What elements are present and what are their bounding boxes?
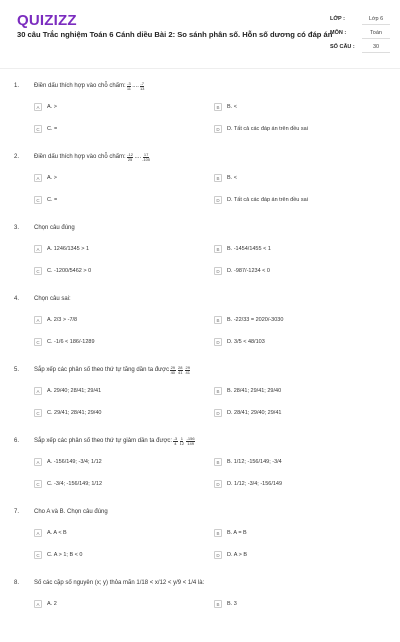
option-letter-badge: C bbox=[34, 409, 42, 417]
option-text: B. 28/41; 29/41; 29/40 bbox=[227, 388, 282, 394]
question-text: Cho A và B. Chọn câu đúng bbox=[34, 509, 108, 515]
fraction bbox=[178, 366, 183, 375]
option-text: B. A = B bbox=[227, 530, 247, 536]
answer-option-b[interactable] bbox=[214, 103, 394, 111]
worksheet-header bbox=[0, 0, 400, 68]
question-item bbox=[0, 358, 400, 429]
option-letter-badge: C bbox=[34, 125, 42, 133]
worksheet-meta bbox=[330, 12, 390, 54]
question-line bbox=[14, 80, 145, 92]
question-line bbox=[14, 435, 196, 447]
answer-option-a[interactable] bbox=[34, 458, 214, 466]
option-letter-badge: D bbox=[214, 196, 222, 204]
answer-option-d[interactable] bbox=[214, 196, 394, 204]
question-number: 2. bbox=[14, 154, 20, 160]
fraction-denominator: 4 bbox=[174, 440, 177, 446]
fraction-denominator: 41 bbox=[178, 369, 183, 375]
meta-value: 30 bbox=[362, 42, 390, 53]
fraction bbox=[180, 437, 184, 446]
question-item bbox=[0, 429, 400, 500]
option-letter-badge: B bbox=[214, 245, 222, 253]
answer-option-d[interactable] bbox=[214, 267, 394, 275]
option-text: C. = bbox=[47, 197, 58, 203]
answer-row bbox=[34, 593, 394, 615]
option-text: A. > bbox=[47, 175, 57, 181]
answer-option-c[interactable] bbox=[34, 409, 214, 417]
fraction-denominator: 41 bbox=[185, 369, 190, 375]
option-text: D. A > B bbox=[227, 552, 248, 558]
option-text: D. Tất cả các đáp án trên đều sai bbox=[227, 126, 308, 132]
question-line bbox=[14, 364, 191, 376]
option-text: C. -1200/5462 > 0 bbox=[47, 268, 92, 274]
option-text: A. 1246/1345 > 1 bbox=[47, 246, 90, 252]
answer-option-a[interactable] bbox=[34, 387, 214, 395]
fraction bbox=[186, 437, 195, 446]
fraction-separator: .... bbox=[134, 154, 142, 160]
fraction-denominator: 12 bbox=[179, 440, 185, 446]
answer-row bbox=[34, 451, 394, 473]
option-letter-badge: B bbox=[214, 529, 222, 537]
option-text: B. -1454/1455 < 1 bbox=[227, 246, 271, 252]
question-line bbox=[14, 293, 71, 305]
option-text: A. > bbox=[47, 104, 57, 110]
answer-options bbox=[34, 238, 394, 282]
option-letter-badge: C bbox=[34, 267, 42, 275]
option-text: A. -156/149; -3/4; 1/12 bbox=[47, 459, 102, 465]
answer-row bbox=[34, 238, 394, 260]
option-letter-badge: B bbox=[214, 600, 222, 608]
meta-value: Toán bbox=[362, 28, 390, 39]
option-text: D. -987/-1234 < 0 bbox=[227, 268, 270, 274]
answer-option-a[interactable] bbox=[34, 245, 214, 253]
fraction-denominator: 149 bbox=[187, 440, 194, 446]
fraction bbox=[170, 366, 175, 375]
fraction-numerator: -156 bbox=[186, 435, 195, 441]
option-letter-badge: C bbox=[34, 196, 42, 204]
option-text: B. < bbox=[227, 175, 237, 181]
option-text: A. A < B bbox=[47, 530, 67, 536]
question-item bbox=[0, 145, 400, 216]
option-text: A. 29/40; 28/41; 29/41 bbox=[47, 388, 102, 394]
fraction-numerator: -3 bbox=[127, 80, 131, 86]
question-number: 5. bbox=[14, 367, 20, 373]
answer-option-d[interactable] bbox=[214, 409, 394, 417]
question-item bbox=[0, 74, 400, 145]
fraction bbox=[127, 82, 132, 91]
answer-option-c[interactable] bbox=[34, 267, 214, 275]
answer-option-a[interactable] bbox=[34, 316, 214, 324]
option-letter-badge: C bbox=[34, 338, 42, 346]
option-letter-badge: A bbox=[34, 103, 42, 111]
fraction-numerator: 1 bbox=[180, 435, 183, 441]
option-text: B. < bbox=[227, 104, 237, 110]
fraction-denominator: 40 bbox=[170, 369, 176, 375]
fraction-numerator: 29 bbox=[185, 364, 190, 370]
option-text: C. -3/4; -156/149; 1/12 bbox=[47, 481, 103, 487]
question-text: Sắp xếp các phân số theo thứ tự giảm dần ta được: bbox=[34, 438, 173, 444]
option-letter-badge: A bbox=[34, 600, 42, 608]
option-text: D. 28/41; 29/40; 29/41 bbox=[227, 410, 282, 416]
meta-label: LỚP : bbox=[330, 16, 345, 22]
fraction bbox=[142, 153, 150, 162]
answer-row bbox=[34, 380, 394, 402]
option-letter-badge: B bbox=[214, 458, 222, 466]
quizizz-logo: QUIZIZZ bbox=[17, 12, 77, 29]
answer-row bbox=[34, 331, 394, 353]
question-item bbox=[0, 287, 400, 358]
option-text: B. 1/12; -156/149; -3/4 bbox=[227, 459, 282, 465]
fraction-denominator: 25 bbox=[127, 156, 133, 162]
option-letter-badge: B bbox=[214, 103, 222, 111]
answer-option-d[interactable] bbox=[214, 480, 394, 488]
answer-option-c[interactable] bbox=[34, 125, 214, 133]
option-text: A. 2/3 > -7/8 bbox=[47, 317, 78, 323]
option-letter-badge: A bbox=[34, 316, 42, 324]
option-letter-badge: D bbox=[214, 267, 222, 275]
answer-option-b[interactable] bbox=[214, 458, 394, 466]
fraction-separator: .... bbox=[132, 83, 139, 89]
meta-row-class bbox=[330, 12, 390, 26]
option-letter-badge: A bbox=[34, 529, 42, 537]
option-text: A. 2 bbox=[47, 601, 57, 607]
option-letter-badge: A bbox=[34, 387, 42, 395]
option-letter-badge: D bbox=[214, 551, 222, 559]
answer-option-a[interactable] bbox=[34, 529, 214, 537]
fraction-denominator: -100 bbox=[142, 156, 151, 162]
answer-option-d[interactable] bbox=[214, 125, 394, 133]
fraction-numerator: -12 bbox=[127, 151, 133, 157]
question-number: 1. bbox=[14, 83, 20, 89]
fraction-denominator: 13 bbox=[139, 85, 145, 91]
option-letter-badge: A bbox=[34, 458, 42, 466]
option-letter-badge: A bbox=[34, 174, 42, 182]
answer-row bbox=[34, 167, 394, 189]
answer-row bbox=[34, 544, 394, 566]
fraction bbox=[173, 437, 178, 446]
answer-option-c[interactable] bbox=[34, 196, 214, 204]
question-number: 4. bbox=[14, 296, 20, 302]
option-text: B. -22/33 = 2020/-3030 bbox=[227, 317, 284, 323]
answer-option-b[interactable] bbox=[214, 387, 394, 395]
option-text: D. 1/12; -3/4; -156/149 bbox=[227, 481, 283, 487]
option-text: B. 3 bbox=[227, 601, 237, 607]
answer-option-b[interactable] bbox=[214, 600, 394, 608]
fraction-numerator: 17 bbox=[143, 151, 149, 157]
option-letter-badge: D bbox=[214, 409, 222, 417]
answer-option-b[interactable] bbox=[214, 529, 394, 537]
fraction bbox=[185, 366, 190, 375]
option-letter-badge: B bbox=[214, 387, 222, 395]
question-number: 7. bbox=[14, 509, 20, 515]
answer-options bbox=[34, 309, 394, 353]
answer-row bbox=[34, 189, 394, 211]
question-text: Điền dấu thích hợp vào chỗ chấm: bbox=[34, 154, 126, 160]
option-letter-badge: B bbox=[214, 174, 222, 182]
option-letter-badge: A bbox=[34, 245, 42, 253]
question-line bbox=[14, 222, 75, 234]
option-letter-badge: D bbox=[214, 480, 222, 488]
option-letter-badge: B bbox=[214, 316, 222, 324]
option-text: C. = bbox=[47, 126, 58, 132]
answer-row bbox=[34, 473, 394, 495]
question-text: Số các cặp số nguyên (x; y) thỏa mãn 1/18 < x/12 < y/9 < 1/4 là: bbox=[34, 580, 205, 586]
question-number: 6. bbox=[14, 438, 20, 444]
answer-option-b[interactable] bbox=[214, 245, 394, 253]
answer-option-b[interactable] bbox=[214, 316, 394, 324]
fraction-denominator: 11 bbox=[126, 85, 132, 91]
question-text: Sắp xếp các phân số theo thứ tự tăng dần ta được bbox=[34, 367, 170, 373]
question-line bbox=[14, 506, 108, 518]
fraction-numerator: 29 bbox=[170, 364, 176, 370]
answer-row bbox=[34, 309, 394, 331]
fraction-numerator: -3 bbox=[173, 435, 178, 441]
answer-option-c[interactable] bbox=[34, 480, 214, 488]
answer-option-b[interactable] bbox=[214, 174, 394, 182]
answer-option-a[interactable] bbox=[34, 174, 214, 182]
question-text: Chọn câu đúng bbox=[34, 225, 75, 231]
answer-options bbox=[34, 522, 394, 566]
option-letter-badge: C bbox=[34, 480, 42, 488]
question-list bbox=[0, 74, 400, 642]
question-item bbox=[0, 500, 400, 571]
option-text: C. -1/6 < 186/-1289 bbox=[47, 339, 95, 345]
answer-option-d[interactable] bbox=[214, 338, 394, 346]
fraction-numerator: 28 bbox=[178, 364, 183, 370]
answer-row bbox=[34, 260, 394, 282]
option-text: C. A > 1; B < 0 bbox=[47, 552, 83, 558]
option-text: D. Tất cả các đáp án trên đều sai bbox=[227, 197, 308, 203]
meta-row-count bbox=[330, 40, 390, 54]
answer-row bbox=[34, 96, 394, 118]
answer-options bbox=[34, 380, 394, 424]
answer-options bbox=[34, 451, 394, 495]
option-letter-badge: C bbox=[34, 551, 42, 559]
worksheet-title: 30 câu Trắc nghiệm Toán 6 Cánh diều Bài 2: So sánh phân số. Hỗn số dương có đáp án bbox=[17, 30, 333, 39]
question-line bbox=[14, 577, 204, 589]
meta-label: MÔN : bbox=[330, 30, 347, 36]
question-number: 3. bbox=[14, 225, 20, 231]
header-divider bbox=[0, 68, 400, 69]
answer-row bbox=[34, 118, 394, 140]
question-item bbox=[0, 216, 400, 287]
option-text: C. 29/41; 28/41; 29/40 bbox=[47, 410, 102, 416]
meta-label: SỐ CÂU : bbox=[330, 44, 355, 50]
meta-value: Lớp 6 bbox=[362, 14, 390, 25]
question-number: 8. bbox=[14, 580, 20, 586]
question-text: Chọn câu sai: bbox=[34, 296, 71, 302]
answer-options bbox=[34, 167, 394, 211]
answer-option-a[interactable] bbox=[34, 103, 214, 111]
answer-options bbox=[34, 593, 394, 615]
answer-option-c[interactable] bbox=[34, 338, 214, 346]
fraction bbox=[127, 153, 134, 162]
answer-option-a[interactable] bbox=[34, 600, 214, 608]
option-letter-badge: D bbox=[214, 338, 222, 346]
option-letter-badge: D bbox=[214, 125, 222, 133]
answer-option-c[interactable] bbox=[34, 551, 214, 559]
answer-row bbox=[34, 522, 394, 544]
answer-option-d[interactable] bbox=[214, 551, 394, 559]
fraction-numerator: -7 bbox=[140, 80, 144, 86]
option-text: D. 3/5 < 48/103 bbox=[227, 339, 265, 345]
meta-row-subject bbox=[330, 26, 390, 40]
answer-row bbox=[34, 402, 394, 424]
question-item bbox=[0, 571, 400, 642]
fraction bbox=[140, 82, 145, 91]
answer-options bbox=[34, 96, 394, 140]
question-text: Điền dấu thích hợp vào chỗ chấm: bbox=[34, 83, 126, 89]
question-line bbox=[14, 151, 151, 163]
